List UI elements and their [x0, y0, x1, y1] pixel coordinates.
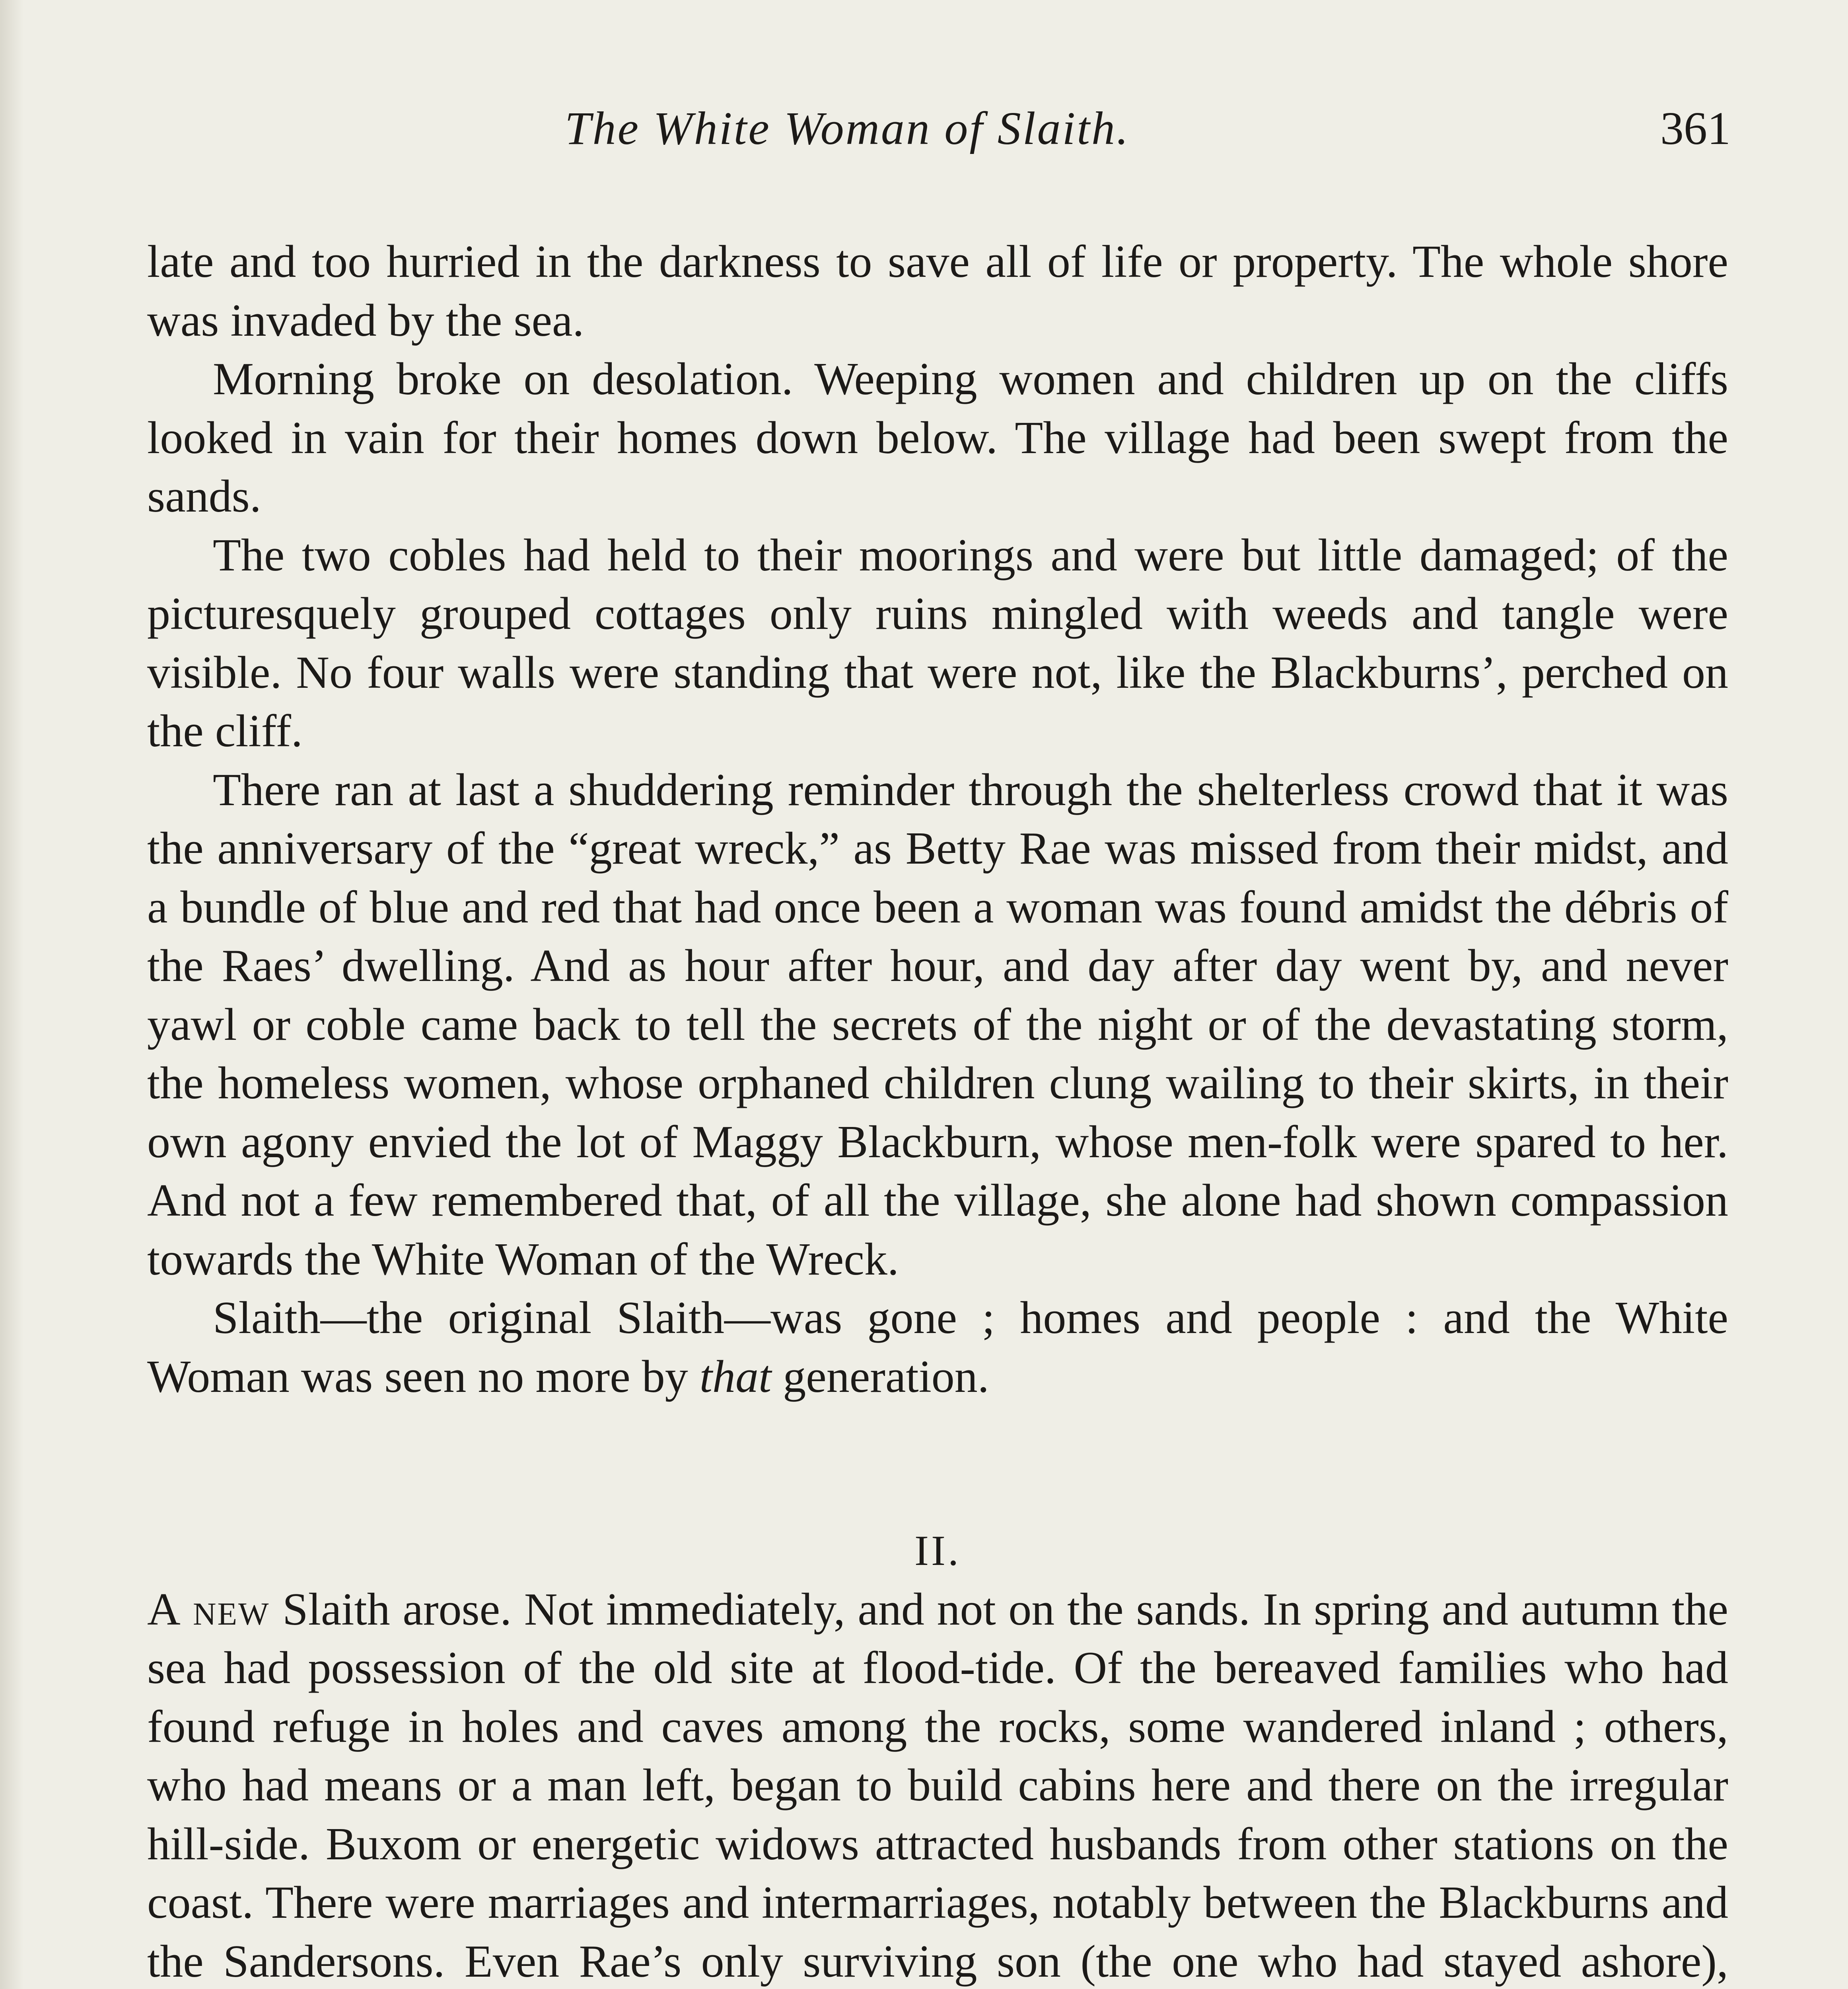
paragraph-text: Slaith arose. Not immediately, and not on the sands. In spring and autumn the sea had possession of the old site at flood-tide. Of the bereaved families who had found refuge in holes and caves among the rocks, some wandered inland ; others, who had means or a man left, began to build cabins here and there on the irregular hill-side. Buxom or energetic widows attracted husbands from other stations on the coast. There were marriages and intermarriages, notably between the Blackburns and the Sandersons. Even Rae’s only surviving son (the one who had stayed ashore), — [147, 1584, 1729, 1987]
section-spacer — [147, 1406, 1728, 1522]
paragraph-text: generation. — [771, 1351, 989, 1402]
paragraph — [147, 1289, 1728, 1406]
paragraph: There ran at last a shuddering reminder through the shelterless crowd that it was the anniversary of the “great wreck,” as Betty Rae was missed from their midst, and a bundle of blue and red that had once been a woman was found amidst the débris of the Raes’ dwelling. And as hour after hour, and day after day went by, and never yawl or coble came back to tell the secrets of the night or of the devastating storm, the homeless women, whose orphaned children clung wailing to their skirts, in their own agony envied the lot of Maggy Blackburn, whose men-folk were spared to her. And not a few remembered that, of all the village, she alone had shown compassion towards the White Woman of the Wreck. — [147, 764, 1728, 1285]
paragraph-text: Slaith—the original Slaith—was gone ; homes and people : and the White Woman was seen no more by — [147, 1292, 1728, 1402]
paragraph: The two cobles had held to their moorings and were but little damaged; of the picturesquely grouped cottages only ruins mingled with weeds and tangle were visible. No four walls were standing that were not, like the Blackburns’, perched on the cliff. — [147, 529, 1728, 757]
paragraph: Morning broke on desolation. Weeping women and children up on the cliffs looked in vain for their homes down below. The village had been swept from the sands. — [147, 354, 1728, 522]
paragraph-continued: late and too hurried in the darkness to save all of life or property. The whole shore was invaded by the sea. — [147, 236, 1728, 346]
emphasis: that — [699, 1351, 772, 1402]
page-number: 361 — [1660, 102, 1731, 154]
running-head: The White Woman of Slaith. — [565, 102, 1130, 154]
paragraph-section-opening — [147, 1580, 1728, 1989]
binding-shadow — [0, 0, 24, 1989]
small-caps-opening: A new — [147, 1584, 270, 1635]
section-heading: II. — [914, 1527, 961, 1574]
body-text — [147, 233, 1728, 1989]
